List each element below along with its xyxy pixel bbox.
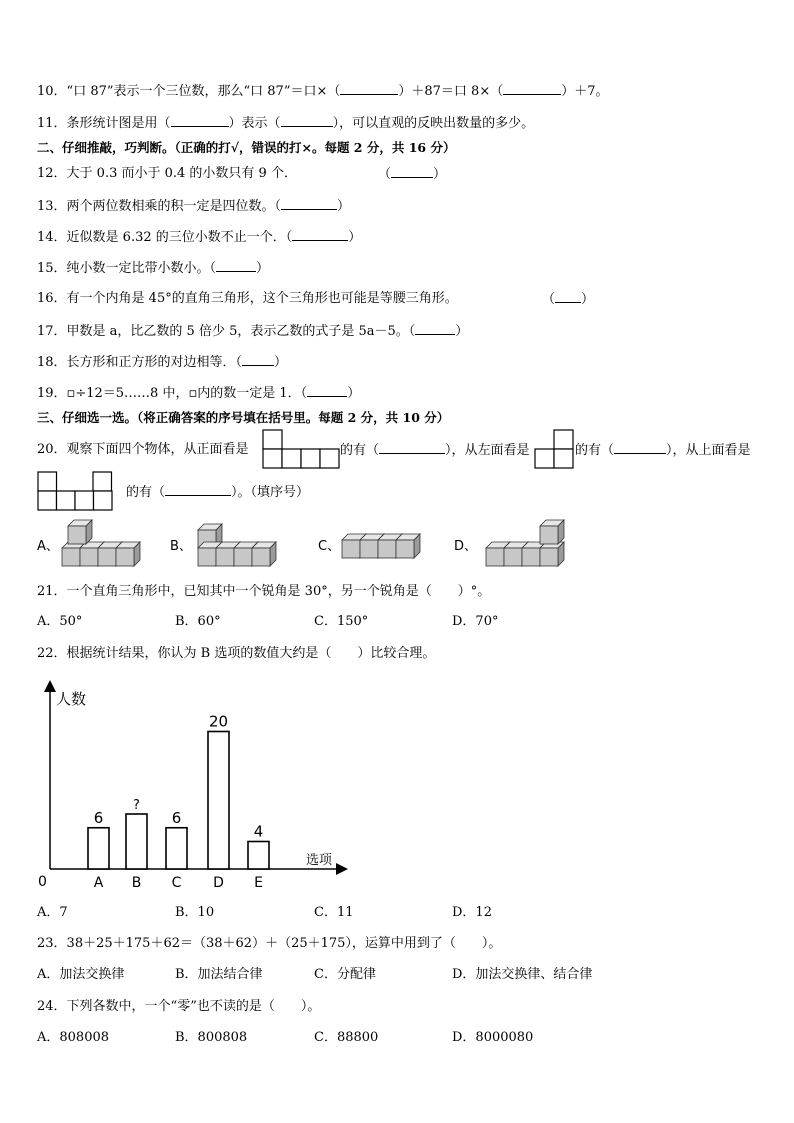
option-a-label: A、: [37, 539, 59, 554]
q20-objects: [0, 512, 600, 572]
q20-text-c: ），从左面看是: [445, 443, 530, 458]
section-2-heading: 二、仔细推敲，巧判断。（正确的打√，错误的打×。每题 2 分，共 16 分）: [37, 140, 456, 155]
object-c: [342, 534, 420, 558]
origin-label: 0: [38, 874, 47, 890]
question-22: 22．根据统计结果，你认为 B 选项的数值大约是（ ）比较合理。: [37, 646, 436, 661]
bar-e: [248, 842, 269, 870]
q20-blank-2[interactable]: [614, 441, 666, 454]
q18-blank[interactable]: [242, 353, 274, 366]
q11-blank-1[interactable]: [171, 114, 229, 127]
q17-blank[interactable]: [415, 322, 455, 335]
question-13: [37, 197, 350, 216]
question-14: [37, 228, 361, 247]
q19-text-a: 19．▫÷12＝5……8 中，▫内的数一定是 1．（: [37, 386, 308, 401]
x-tick-e: E: [254, 875, 263, 891]
q14-blank[interactable]: [292, 228, 348, 241]
q20-text-b-wrap: [340, 441, 530, 460]
question-24: 24．下列各数中，一个“零”也不读的是（ ）。: [37, 999, 321, 1014]
q12-text-c: ）: [433, 167, 447, 182]
q20-text-b: 的有（: [340, 443, 380, 458]
q13-text-a: 13．两个两位数相乘的积一定是四位数。（: [37, 199, 282, 214]
q13-blank[interactable]: [281, 197, 337, 210]
q18-text-a: 18．长方形和正方形的对边相等．（: [37, 355, 243, 370]
object-d: [486, 520, 564, 566]
x-tick-a: A: [93, 875, 104, 891]
q16-answer: [542, 290, 594, 309]
q12-blank[interactable]: [391, 165, 433, 178]
bar-c: [166, 828, 187, 869]
question-21: 21．一个直角三角形中，已知其中一个锐角是 30°，另一个锐角是（ ）°。: [37, 584, 491, 599]
q12-text-a: 12．大于 0.3 而小于 0.4 的小数只有 9 个．: [37, 166, 297, 181]
q22-option-c[interactable]: C．11: [314, 905, 354, 920]
q15-blank[interactable]: [216, 259, 256, 272]
question-18: [37, 353, 287, 372]
q18-text-b: ）: [274, 355, 288, 370]
question-23: 23．38＋25＋175＋62＝（38＋62）＋（25＋175），运算中用到了（ ）。: [37, 936, 502, 951]
data-label-d: 20: [208, 712, 229, 731]
option-b-label: B、: [170, 539, 192, 554]
x-axis-label: 选项: [306, 853, 333, 868]
q21-option-b[interactable]: B．60°: [175, 614, 221, 629]
q22-option-a[interactable]: A．7: [37, 905, 68, 920]
question-10: [37, 82, 609, 101]
q11-text-b: ）表示（: [228, 116, 281, 131]
q17-text-b: ）: [455, 324, 469, 339]
q20-text-e: ），从上面看是: [666, 443, 751, 458]
front-view-shape: [262, 429, 340, 469]
y-axis-label: 人数: [56, 690, 87, 708]
q23-option-b[interactable]: B．加法结合律: [175, 967, 263, 982]
q16-text-a: 16．有一个内角是 45°的直角三角形，这个三角形也可能是等腰三角形。: [37, 291, 458, 306]
q21-option-a[interactable]: A．50°: [37, 614, 83, 629]
object-a: [62, 520, 140, 566]
section-3-heading: 三、仔细选一选。（将正确答案的序号填在括号里。每题 2 分，共 10 分）: [37, 410, 450, 425]
q14-text-a: 14．近似数是 6.32 的三位小数不止一个．（: [37, 230, 293, 245]
question-11: [37, 114, 534, 133]
q24-option-c[interactable]: C．88800: [314, 1030, 379, 1045]
question-16: [37, 290, 458, 308]
q20-text-g: ）。（填序号）: [231, 485, 310, 500]
q17-text-a: 17．甲数是 a，比乙数的 5 倍少 5，表示乙数的式子是 5a－5。（: [37, 324, 416, 339]
q23-option-c[interactable]: C．分配律: [314, 967, 376, 982]
q20-text-d: 的有（: [575, 443, 615, 458]
bar-a: [88, 828, 109, 869]
q19-blank[interactable]: [307, 384, 347, 397]
q22-option-b[interactable]: B．10: [175, 905, 215, 920]
left-view-shape: [534, 429, 574, 469]
bar-b: [126, 814, 147, 869]
q10-blank-2[interactable]: [503, 82, 561, 95]
q14-text-b: ）: [348, 230, 362, 245]
q10-text-b: ）＋87＝口 8×（: [398, 84, 504, 99]
x-tick-b: B: [131, 875, 142, 891]
object-b: [198, 524, 276, 566]
q23-option-a[interactable]: A．加法交换律: [37, 967, 125, 982]
q20-text-f: 的有（: [126, 485, 166, 500]
q15-text-b: ）: [256, 261, 270, 276]
q11-text-a: 11．条形统计图是用（: [37, 116, 171, 131]
option-d-label: D、: [454, 539, 478, 554]
q23-option-d[interactable]: D．加法交换律、结合律: [452, 967, 593, 982]
q10-blank-1[interactable]: [340, 82, 398, 95]
q20-blank-3[interactable]: [165, 483, 231, 496]
q24-option-b[interactable]: B．800808: [175, 1030, 248, 1045]
q12-answer: [378, 165, 446, 184]
data-label-c: 6: [171, 808, 182, 827]
x-tick-c: C: [171, 875, 182, 891]
q16-text-b: （: [542, 292, 556, 307]
q24-option-a[interactable]: A．808008: [37, 1030, 110, 1045]
data-label-b: ?: [133, 798, 140, 813]
question-19: [37, 384, 360, 403]
q24-option-d[interactable]: D．8000080: [452, 1030, 534, 1045]
q19-text-b: ）: [347, 386, 361, 401]
q20-blank-1[interactable]: [379, 441, 445, 454]
q16-text-c: ）: [581, 292, 595, 307]
top-view-shape: [37, 471, 113, 511]
question-17: [37, 322, 468, 341]
x-tick-d: D: [213, 875, 224, 891]
q10-text-a: 10．“口 87”表示一个三位数，那么“口 87”＝口×（: [37, 84, 341, 99]
q10-text-c: ）＋7。: [561, 84, 609, 99]
q20-text-a: 20．观察下面四个物体，从正面看是: [37, 442, 249, 457]
q11-blank-2[interactable]: [281, 114, 333, 127]
q16-blank[interactable]: [555, 290, 581, 303]
question-12: [37, 165, 297, 183]
q15-text-a: 15．纯小数一定比带小数小。（: [37, 261, 217, 276]
question-15: [37, 259, 269, 278]
q11-text-c: ），可以直观的反映出数量的多少。: [332, 116, 535, 131]
bar-d: [208, 732, 229, 870]
q21-option-d[interactable]: D．70°: [452, 614, 499, 629]
q22-option-d[interactable]: D．12: [452, 905, 492, 920]
q20-text-d-wrap: [575, 441, 751, 460]
q20-text-f-wrap: [126, 483, 309, 502]
q21-option-c[interactable]: C．150°: [314, 614, 369, 629]
data-label-a: 6: [93, 808, 104, 827]
bar-chart: [30, 676, 360, 896]
q13-text-b: ）: [337, 199, 351, 214]
option-c-label: C、: [318, 539, 341, 554]
q12-text-b: （: [378, 167, 392, 182]
data-label-e: 4: [253, 822, 264, 841]
